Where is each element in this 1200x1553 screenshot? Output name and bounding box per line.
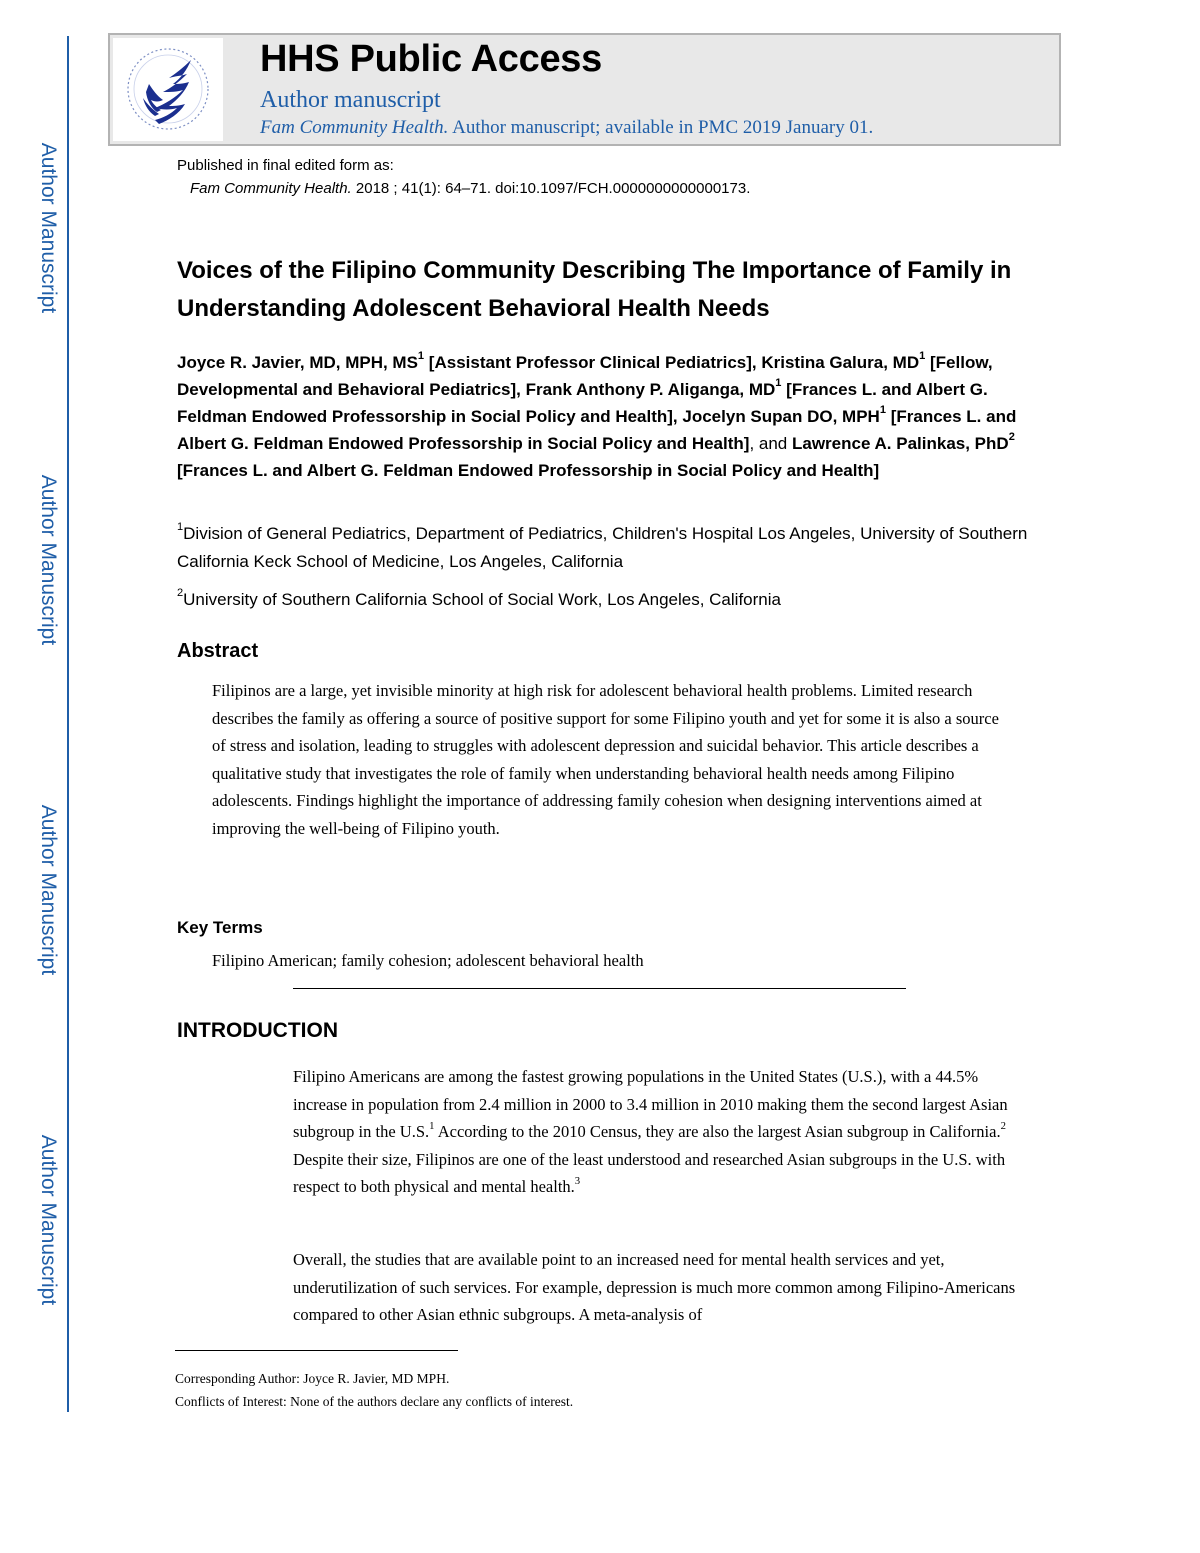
author-role: [Frances L. and Albert G. Feldman Endowed Professorship in Social Policy and Health] xyxy=(177,461,880,480)
citation: Fam Community Health. 2018 ; 41(1): 64–71. doi:10.1097/FCH.0000000000000173. xyxy=(190,180,751,197)
hhs-logo xyxy=(113,38,223,141)
key-terms-text: Filipino American; family cohesion; adolescent behavioral health xyxy=(212,951,644,970)
pmc-availability: Fam Community Health. Author manuscript; available in PMC 2019 January 01. xyxy=(260,117,874,138)
footnote-conflicts: Conflicts of Interest: None of the authors declare any conflicts of interest. xyxy=(175,1394,574,1409)
affiliation-1: $^1$Division of General Pediatrics, Department of Pediatrics, Children's Hospital Los Angeles, University of Southern California Keck School of Medicine, Los Angeles, California xyxy=(177,521,1028,571)
author-name: Frank Anthony P. Aliganga, MD xyxy=(525,380,776,399)
key-terms-heading: Key Terms xyxy=(177,918,263,937)
published-label: Published in final edited form as: xyxy=(177,157,394,174)
author-role: [Assistant Professor Clinical Pediatrics], xyxy=(424,353,762,372)
paper-title: Voices of the Filipino Community Describing The Importance of Family in Understanding Adolescent Behavioral Health Needs xyxy=(177,257,1012,322)
hhs-header xyxy=(108,33,1061,146)
author-name: Joyce R. Javier, MD, MPH, MS xyxy=(177,353,418,372)
hhs-eagle-icon xyxy=(113,38,223,141)
abstract-heading: Abstract xyxy=(177,640,259,662)
hhs-title: HHS Public Access xyxy=(260,38,602,80)
intro-paragraph-1: Filipino Americans are among the fastest growing populations in the United States (U.S.), with a 44.5% increase in population from 2.4 million in 2000 to 3.4 million in 2010 making them the second largest Asian subgroup in the U.S.$^1$ According to the 2010 Census, they are also the largest Asian subgroup in California.$^2$ Despite their size, Filipinos are one of the least understood and researched Asian subgroups in the U.S. with respect to both physical and mental health.$^3$ xyxy=(293,1067,1008,1197)
author-name: Lawrence A. Palinkas, PhD xyxy=(792,434,1009,453)
author-list: Joyce R. Javier, MD, MPH, $MS^1$ [Assistant Professor Clinical Pediatrics], Kristina Galura, $MD^1$ [Fellow, Developmental and Behavioral Pediatrics], Frank Anthony P. Aliganga, $MD^1$ [Frances L. and Albert G. Feldman Endowed Professorship in Social Policy and Health], Jocelyn Supan DO, MPH$^1$ [Frances L. and Albert G. Feldman Endowed Professorship in Social Policy and Health], and Lawrence A. Palinkas, PhD$^2$ [Frances L. and Albert G. Feldman Endowed Professorship in Social Policy and Health] xyxy=(177,350,1017,480)
author-role: [Frances L. and Albert G. Feldman Endowed Professorship in Social Policy and Health], xyxy=(177,380,988,426)
section-divider xyxy=(293,988,906,989)
author-name: Jocelyn Supan DO, MPH xyxy=(682,407,880,426)
affiliation-2: $^2$University of Southern California School of Social Work, Los Angeles, California xyxy=(177,587,781,609)
author-name: Kristina Galura, MD xyxy=(761,353,920,372)
author-role: [Frances L. and Albert G. Feldman Endowed Professorship in Social Policy and Health] xyxy=(177,407,1017,453)
footnote-divider xyxy=(175,1350,458,1351)
margin-rule xyxy=(67,36,69,1412)
author-role: [Fellow, Developmental and Behavioral Pediatrics], xyxy=(177,353,993,399)
author-joiner: , and xyxy=(749,434,792,453)
abstract-text: Filipinos are a large, yet invisible minority at high risk for adolescent behavioral health problems. Limited research describes the family as offering a source of positive support for some Filipino youth and yet for some it is also a source of stress and isolation, leading to struggles with adolescent depression and suicidal behavior. This article describes a qualitative study that investigates the role of family when understanding behavioral health needs among Filipino adolescents. Findings highlight the importance of addressing family cohesion when designing interventions aimed at improving the well-being of Filipino youth. xyxy=(212,681,999,838)
introduction-heading: INTRODUCTION xyxy=(177,1019,338,1042)
footnote-corresponding-author: Corresponding Author: Joyce R. Javier, MD MPH. xyxy=(175,1371,450,1386)
manuscript-type: Author manuscript xyxy=(260,87,441,113)
intro-paragraph-2: Overall, the studies that are available point to an increased need for mental health services and yet, underutilization of such services. For example, depression is much more common among Filipino-Americans compared to other Asian ethnic subgroups. A meta-analysis of xyxy=(293,1250,1016,1325)
